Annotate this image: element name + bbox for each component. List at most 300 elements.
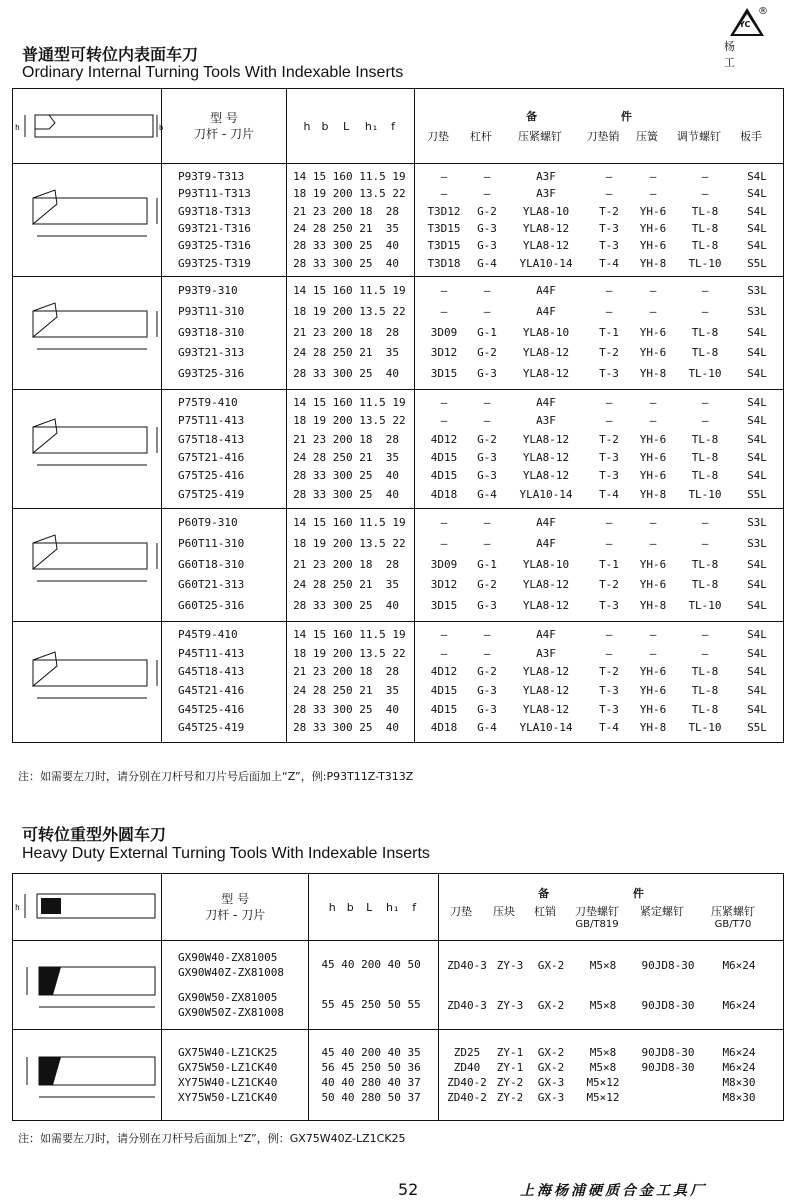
model-code: G75T25-416 xyxy=(178,469,245,483)
part-value: YH-6 xyxy=(639,222,667,235)
part-value: YLA8-12 xyxy=(522,451,570,464)
group2-dims-cell xyxy=(309,941,439,1030)
group-dims-cell xyxy=(287,390,415,509)
part-value: T-3 xyxy=(599,222,619,235)
part-value: S5L xyxy=(747,256,767,270)
dimension-values: 18 19 200 13.5 22 xyxy=(293,646,406,660)
svg-text:h: h xyxy=(15,123,20,132)
parts-row xyxy=(421,663,777,682)
part-value: S4L xyxy=(747,702,767,716)
header2-dims xyxy=(309,874,439,941)
logo-text: 杨 工 xyxy=(724,40,745,69)
part-value: YLA8-12 xyxy=(522,222,570,235)
part-value: G-2 xyxy=(477,665,497,679)
part-value: – xyxy=(605,187,613,201)
group-dims-cell xyxy=(287,622,415,743)
part-value: G-3 xyxy=(477,239,497,253)
part-value: G-1 xyxy=(477,325,497,339)
part-value: – xyxy=(649,396,657,410)
model-code: P60T11-310 xyxy=(178,536,245,550)
dimension-values: 28 33 300 25 40 xyxy=(293,702,400,716)
part-value: – xyxy=(649,187,657,201)
part-value: – xyxy=(440,284,448,297)
part-value: T-3 xyxy=(599,451,619,464)
dim-L: L xyxy=(342,119,351,133)
dim-b: b xyxy=(321,119,330,133)
dimension-values: 14 15 160 11.5 19 xyxy=(293,396,406,410)
part-value: ZY-2 xyxy=(496,1091,524,1104)
part-value: M6×24 xyxy=(722,1061,756,1074)
part-value: 90JD8-30 xyxy=(641,1061,695,1074)
dim2-h: h xyxy=(328,900,337,914)
part-value: YH-6 xyxy=(639,239,667,253)
part-value: TL-10 xyxy=(688,487,722,501)
part-value: – xyxy=(605,628,613,642)
part-value: A3F xyxy=(536,170,556,184)
part-value: TL-8 xyxy=(691,451,719,464)
parts-row xyxy=(421,412,777,430)
parts-row xyxy=(445,1090,777,1105)
parts-row xyxy=(421,555,777,576)
part2-sub-3: GB/T819 xyxy=(575,918,619,930)
part-value: YLA8-12 xyxy=(522,684,570,697)
parts-row xyxy=(421,343,777,364)
model-code: G60T21-313 xyxy=(178,578,245,592)
model-code: GX75W50-LZ1CK40 xyxy=(178,1061,278,1074)
dim-h1: h₁ xyxy=(364,119,379,133)
part-value: YLA8-12 xyxy=(522,346,570,360)
dimension-values: 40 40 280 40 37 xyxy=(321,1076,421,1089)
part-value: M5×8 xyxy=(589,958,617,972)
part-value: 3D15 xyxy=(430,599,458,613)
part-value: – xyxy=(440,304,448,318)
parts-row xyxy=(421,255,777,272)
part-value: YLA8-12 xyxy=(522,665,570,679)
part-value: ZD40 xyxy=(453,1061,481,1074)
part-value: A3F xyxy=(536,646,556,660)
model-code: G45T18-413 xyxy=(178,665,245,679)
parts-row xyxy=(445,1075,777,1090)
part-value: S4L xyxy=(747,599,767,613)
part-value: 4D15 xyxy=(430,684,458,697)
dimension-values: 28 33 300 25 40 xyxy=(293,256,400,270)
part-value: ZD40-3 xyxy=(447,998,487,1012)
part-value: S4L xyxy=(747,325,767,339)
part-value: T-3 xyxy=(599,684,619,697)
part-value: ZD40-2 xyxy=(447,1091,487,1104)
part-value: YH-6 xyxy=(639,665,667,679)
part-value: T-1 xyxy=(599,557,619,571)
part-value: T-2 xyxy=(599,204,619,218)
part-value: – xyxy=(701,304,709,318)
header-parts xyxy=(415,89,784,164)
part-value: T-3 xyxy=(599,239,619,253)
part-value: S3L xyxy=(747,284,767,297)
internal-tool-diagram-icon xyxy=(13,164,161,276)
part-value: YH-6 xyxy=(639,469,667,483)
part-value: – xyxy=(605,516,613,529)
group-parts-cell xyxy=(415,509,784,622)
group-model-cell xyxy=(162,390,287,509)
model-code: GX90W40Z-ZX81008 xyxy=(178,966,284,979)
model-code: G93T18-T313 xyxy=(178,204,251,218)
part-value: T-1 xyxy=(599,325,619,339)
parts-row xyxy=(421,431,777,449)
part-value: – xyxy=(701,170,709,184)
part-value: – xyxy=(605,414,613,428)
group-parts-cell xyxy=(415,390,784,509)
model-code: G75T18-413 xyxy=(178,432,245,446)
tool-dimension-icon xyxy=(13,89,164,163)
part-value: M5×12 xyxy=(586,1076,620,1089)
model2-label: 型 号 xyxy=(221,892,250,906)
part-value: – xyxy=(605,396,613,410)
part-value: – xyxy=(701,414,709,428)
dimension-values: 18 19 200 13.5 22 xyxy=(293,304,406,318)
part-value: G-2 xyxy=(477,578,497,592)
part-value: M8×30 xyxy=(722,1091,756,1104)
model-code: P93T9-310 xyxy=(178,284,238,297)
part-col-4: 压簧 xyxy=(636,130,658,143)
part-value: G-2 xyxy=(477,346,497,360)
group-diagram xyxy=(13,390,162,509)
part-value: YH-6 xyxy=(639,451,667,464)
part-value: T-4 xyxy=(599,487,619,501)
part-value: YLA10-14 xyxy=(519,256,573,270)
part-value: S4L xyxy=(747,170,767,184)
internal-tool-diagram-icon xyxy=(13,390,161,508)
dimension-values: 56 45 250 50 36 xyxy=(321,1061,421,1074)
model-code: GX90W50-ZX81005 xyxy=(178,991,278,1004)
parts-row xyxy=(421,449,777,467)
part-value: ZY-1 xyxy=(496,1046,524,1059)
page-number: 52 xyxy=(398,1180,419,1199)
section1-title-en: Ordinary Internal Turning Tools With Indexable Inserts xyxy=(22,64,404,81)
part-value: G-3 xyxy=(477,367,497,381)
part-value: S4L xyxy=(747,646,767,660)
header2-model xyxy=(162,874,309,941)
part-value: TL-8 xyxy=(691,346,719,360)
part-value: ZY-1 xyxy=(496,1061,524,1074)
model-code: G45T25-419 xyxy=(178,721,245,735)
section1-note: 注：如需要左刀时，请分别在刀杆号和刀片号后面加上“Z”，例:P93T11Z-T313Z xyxy=(18,770,414,783)
part-value: G-3 xyxy=(477,702,497,716)
part-value: M6×24 xyxy=(722,958,756,972)
model-code: GX90W40-ZX81005 xyxy=(178,951,278,964)
part-value: S4L xyxy=(747,557,767,571)
dimension-values: 24 28 250 21 35 xyxy=(293,684,400,697)
part-value: T3D12 xyxy=(427,204,461,218)
dimension-values: 18 19 200 13.5 22 xyxy=(293,187,406,201)
part-value: TL-8 xyxy=(691,578,719,592)
part-value: YLA8-10 xyxy=(522,325,570,339)
group-dims-cell xyxy=(287,277,415,390)
parts2-title: 备 件 xyxy=(538,886,684,900)
group-diagram xyxy=(13,622,162,743)
part-value: – xyxy=(483,516,491,529)
part-value: TL-8 xyxy=(691,469,719,483)
model-code: G93T25-T316 xyxy=(178,239,251,253)
parts-columns xyxy=(415,128,783,144)
parts-row xyxy=(421,281,777,302)
part-value: S4L xyxy=(747,396,767,410)
part-value: TL-8 xyxy=(691,702,719,716)
part-value: TL-8 xyxy=(691,325,719,339)
parts-row xyxy=(421,626,777,645)
part-value: YH-8 xyxy=(639,487,667,501)
model2-sublabel: 刀杆 - 刀片 xyxy=(205,908,266,922)
parts-row xyxy=(421,645,777,664)
part-value: S4L xyxy=(747,684,767,697)
part-value: YH-6 xyxy=(639,557,667,571)
part-value: – xyxy=(483,536,491,550)
model-code: P93T11-310 xyxy=(178,304,245,318)
part-value: TL-8 xyxy=(691,239,719,253)
part-value: G-1 xyxy=(477,557,497,571)
part-value: 90JD8-30 xyxy=(641,998,695,1012)
group-diagram xyxy=(13,164,162,277)
svg-text:h: h xyxy=(15,903,20,912)
part-value: TL-8 xyxy=(691,557,719,571)
part-value: GX-2 xyxy=(537,998,565,1012)
dimension-values: 28 33 300 25 40 xyxy=(293,599,400,613)
part-value: 4D18 xyxy=(430,721,458,735)
internal-tool-diagram-icon xyxy=(13,622,161,742)
part-value: TL-8 xyxy=(691,204,719,218)
dimension-values: 21 23 200 18 28 xyxy=(293,325,400,339)
part-value: – xyxy=(701,536,709,550)
part-value: 3D12 xyxy=(430,346,458,360)
registered-mark: ® xyxy=(758,6,768,17)
part-value: TL-8 xyxy=(691,222,719,235)
part-value: – xyxy=(483,170,491,184)
dimension-values: 24 28 250 21 35 xyxy=(293,222,400,235)
part2-col-3: 刀垫螺钉 xyxy=(575,904,619,918)
part-value: S4L xyxy=(747,367,767,381)
group-parts-cell xyxy=(415,164,784,277)
part2-col-2: 杠销 xyxy=(534,904,556,918)
parts-row xyxy=(445,945,777,985)
part-value: S4L xyxy=(747,239,767,253)
section1-group xyxy=(13,164,784,277)
part-value: – xyxy=(440,628,448,642)
model-code: G93T25-T319 xyxy=(178,256,251,270)
parts-row xyxy=(421,719,777,738)
company-name: 上海杨浦硬质合金工具厂 xyxy=(520,1183,707,1199)
part-col-6: 板手 xyxy=(740,130,762,143)
part-value: YLA8-12 xyxy=(522,469,570,483)
part-value: YH-6 xyxy=(639,325,667,339)
model-sublabel: 刀杆 - 刀片 xyxy=(194,127,255,141)
model-code: G45T21-416 xyxy=(178,684,245,697)
part-value: GX-2 xyxy=(537,1061,565,1074)
part-value: YLA10-14 xyxy=(519,487,573,501)
header-dims xyxy=(287,89,415,164)
external-tool-diagram-icon xyxy=(13,1030,161,1120)
parts-row xyxy=(421,302,777,323)
dimension-values: 50 40 280 50 37 xyxy=(321,1091,421,1104)
group-diagram xyxy=(13,277,162,390)
part-value: A3F xyxy=(536,187,556,201)
parts-row xyxy=(421,534,777,555)
part-value: A4F xyxy=(536,396,556,410)
section2-title-cn: 可转位重型外圆车刀 xyxy=(22,825,167,844)
part-value: – xyxy=(649,170,657,184)
group-parts-cell xyxy=(415,622,784,743)
part-value: M5×8 xyxy=(589,998,617,1012)
part-value: T-4 xyxy=(599,256,619,270)
section2-header-row xyxy=(13,874,784,941)
part2-col-1: 压块 xyxy=(493,904,515,918)
parts-row xyxy=(421,220,777,237)
dimension-values: 28 33 300 25 40 xyxy=(293,367,400,381)
part-value: S3L xyxy=(747,536,767,550)
header2-diagram xyxy=(13,874,162,941)
part-value: 4D15 xyxy=(430,451,458,464)
model-code: G75T25-419 xyxy=(178,487,245,501)
part-value: TL-10 xyxy=(688,721,722,735)
part-value: 3D15 xyxy=(430,367,458,381)
dimension-values: 21 23 200 18 28 xyxy=(293,204,400,218)
group2-model-cell xyxy=(162,1030,309,1121)
model-block xyxy=(168,985,302,1025)
model-code: P93T9-T313 xyxy=(178,170,245,184)
part-value: ZD40-2 xyxy=(447,1076,487,1089)
model-code: G93T21-T316 xyxy=(178,222,251,235)
dimension-values: 14 15 160 11.5 19 xyxy=(293,516,406,529)
parts-row xyxy=(421,486,777,504)
part-value: 4D12 xyxy=(430,665,458,679)
part-value: T-3 xyxy=(599,702,619,716)
part-value: – xyxy=(701,628,709,642)
part-value: – xyxy=(649,628,657,642)
dimension-values: 28 33 300 25 40 xyxy=(293,721,400,735)
header-diagram xyxy=(13,89,162,164)
parts-row xyxy=(445,985,777,1025)
part-value: T3D15 xyxy=(427,239,461,253)
part-value: GX-2 xyxy=(537,958,565,972)
part-value: M5×12 xyxy=(586,1091,620,1104)
part-value: TL-8 xyxy=(691,665,719,679)
part-value: S4L xyxy=(747,665,767,679)
part-value: T-2 xyxy=(599,578,619,592)
group2-parts-cell xyxy=(439,941,784,1030)
part-value: – xyxy=(649,414,657,428)
dim2-L: L xyxy=(366,900,374,914)
part-value: A3F xyxy=(536,414,556,428)
logo-mark: YC xyxy=(739,20,751,29)
group2-diagram xyxy=(13,941,162,1030)
section2-table xyxy=(12,873,784,1121)
group-dims-cell xyxy=(287,164,415,277)
header-model xyxy=(162,89,287,164)
group-model-cell xyxy=(162,277,287,390)
dimension-values: 28 33 300 25 40 xyxy=(293,469,400,483)
section1-group xyxy=(13,622,784,743)
company-logo xyxy=(722,6,772,69)
part-value: – xyxy=(701,646,709,660)
part-value: – xyxy=(605,646,613,660)
parts-row xyxy=(445,1045,777,1060)
model-code: P75T9-410 xyxy=(178,396,238,410)
dimension-values: 14 15 160 11.5 19 xyxy=(293,170,406,184)
part-value: – xyxy=(701,187,709,201)
part-value: 4D15 xyxy=(430,469,458,483)
part-value: ZY-3 xyxy=(496,998,524,1012)
dimension-values: 24 28 250 21 35 xyxy=(293,346,400,360)
part-value: YLA8-12 xyxy=(522,432,570,446)
parts-row xyxy=(421,323,777,344)
part-value: 3D12 xyxy=(430,578,458,592)
part-value: T-3 xyxy=(599,367,619,381)
part-value: S5L xyxy=(747,721,767,735)
group-parts-cell xyxy=(415,277,784,390)
dimension-values: 55 45 250 50 55 xyxy=(321,998,421,1011)
part-value: S4L xyxy=(747,346,767,360)
parts-row xyxy=(421,596,777,617)
part-value: 3D09 xyxy=(430,325,458,339)
part-value: YH-8 xyxy=(639,256,667,270)
part-value: T-3 xyxy=(599,599,619,613)
dimension-values: 21 23 200 18 28 xyxy=(293,665,400,679)
part-value: ZY-2 xyxy=(496,1076,524,1089)
parts-row xyxy=(421,203,777,220)
part-value: G-4 xyxy=(477,256,497,270)
part-value: ZD25 xyxy=(453,1046,481,1059)
part-value: T-2 xyxy=(599,665,619,679)
part-col-5: 调节螺钉 xyxy=(677,130,721,143)
part-value: – xyxy=(701,284,709,297)
part-value: 3D09 xyxy=(430,557,458,571)
part-value: – xyxy=(440,414,448,428)
model-code: XY75W40-LZ1CK40 xyxy=(178,1076,278,1089)
model-code: P60T9-310 xyxy=(178,516,238,529)
part-value: – xyxy=(701,396,709,410)
group2-model-cell xyxy=(162,941,309,1030)
dimension-values: 21 23 200 18 28 xyxy=(293,432,400,446)
part-value: – xyxy=(649,536,657,550)
group-model-cell xyxy=(162,509,287,622)
part-value: YH-6 xyxy=(639,702,667,716)
part-value: S4L xyxy=(747,469,767,483)
part-value: – xyxy=(483,646,491,660)
parts-row xyxy=(421,364,777,385)
part-value: TL-10 xyxy=(688,256,722,270)
dim-f: f xyxy=(391,119,396,133)
section1-group xyxy=(13,390,784,509)
part-value: 4D15 xyxy=(430,702,458,716)
section1-header-row xyxy=(13,89,784,164)
part-value: M5×8 xyxy=(589,1046,617,1059)
part-value: YLA8-12 xyxy=(522,599,570,613)
part-value: S4L xyxy=(747,451,767,464)
dimension-values: 24 28 250 21 35 xyxy=(293,451,400,464)
model-code: G75T21-416 xyxy=(178,451,245,464)
dimension-values: 28 33 300 25 40 xyxy=(293,239,400,253)
part-col-1: 杠杆 xyxy=(470,130,492,143)
part-value: T-3 xyxy=(599,469,619,483)
part-value: – xyxy=(440,187,448,201)
part-value: YLA8-10 xyxy=(522,557,570,571)
part-value: – xyxy=(440,536,448,550)
part-value: – xyxy=(483,284,491,297)
section1-group xyxy=(13,509,784,622)
dimension-values: 14 15 160 11.5 19 xyxy=(293,628,406,642)
part-value: – xyxy=(483,628,491,642)
part-value: – xyxy=(440,170,448,184)
part-value: M8×30 xyxy=(722,1076,756,1089)
part-value: – xyxy=(483,414,491,428)
